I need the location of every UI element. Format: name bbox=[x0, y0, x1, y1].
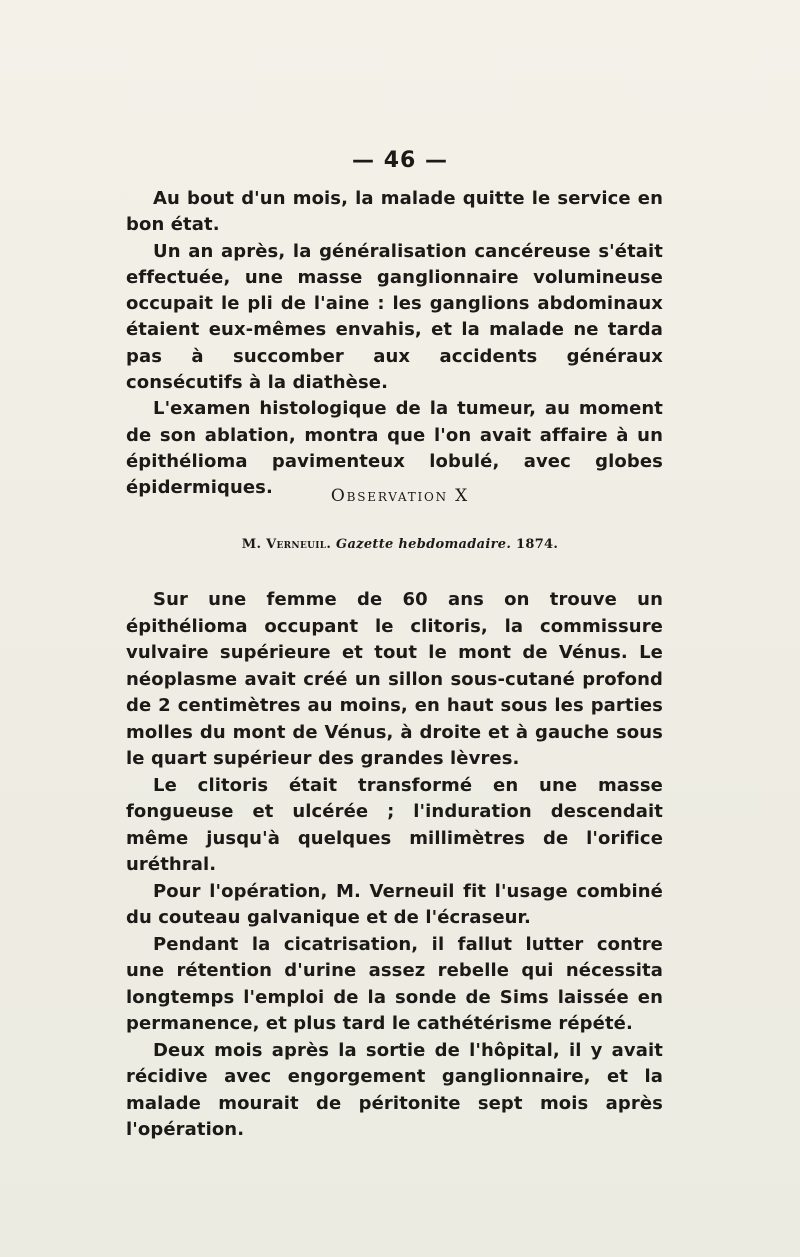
text-block-intro bbox=[126, 186, 663, 502]
paragraph: Pour l'opération, M. Verneuil fit l'usage combiné du couteau galvanique et de l'écraseur. bbox=[126, 880, 663, 928]
paragraph: Deux mois après la sortie de l'hôpital, il y avait récidive avec engorgement ganglionnaire, et la malade mourait de péritonite sept mois après l'opération. bbox=[126, 1039, 663, 1140]
paragraph: Pendant la cicatrisation, il fallut lutter contre une rétention d'urine assez rebelle qui nécessita longtemps l'emploi de la sonde de Sims laissée en permanence, et plus tard le cathétérisme répété. bbox=[126, 933, 663, 1034]
text-block-observation bbox=[126, 587, 663, 1144]
paragraph: L'examen histologique de la tumeur, au moment de son ablation, montra que l'on avait affaire à un épithélioma pavimenteux lobulé, avec globes épidermiques. bbox=[126, 398, 663, 499]
observation-heading: Observation X bbox=[330, 486, 470, 506]
page-number: — 46 — bbox=[352, 148, 448, 173]
paragraph: Le clitoris était transformé en une masse fongueuse et ulcérée ; l'induration descendait même jusqu'à quelques millimètres de l'orifice uréthral. bbox=[126, 774, 663, 875]
paragraph: Un an après, la généralisation cancéreuse s'était effectuée, une masse ganglionnaire volumineuse occupait le pli de l'aine : les ganglions abdominaux étaient eux-mêmes envahis, et la malade ne tarda pas à succomber aux accidents généraux consécutifs à la diathèse. bbox=[126, 240, 663, 394]
observation-citation bbox=[0, 537, 800, 552]
paragraph: Au bout d'un mois, la malade quitte le service en bon état. bbox=[126, 188, 663, 236]
citation-year: 1874. bbox=[516, 537, 559, 552]
citation-author: M. Verneuil. bbox=[241, 537, 332, 552]
paragraph: Sur une femme de 60 ans on trouve un épithélioma occupant le clitoris, la commissure vulvaire supérieure et tout le mont de Vénus. Le néoplasme avait créé un sillon sous-cutané profond de 2 centimètres au moins, en haut sous les parties molles du mont de Vénus, à droite et à gauche sous le quart supérieur des grandes lèvres. bbox=[126, 589, 663, 769]
citation-source: Gazette hebdomadaire. bbox=[336, 537, 512, 552]
